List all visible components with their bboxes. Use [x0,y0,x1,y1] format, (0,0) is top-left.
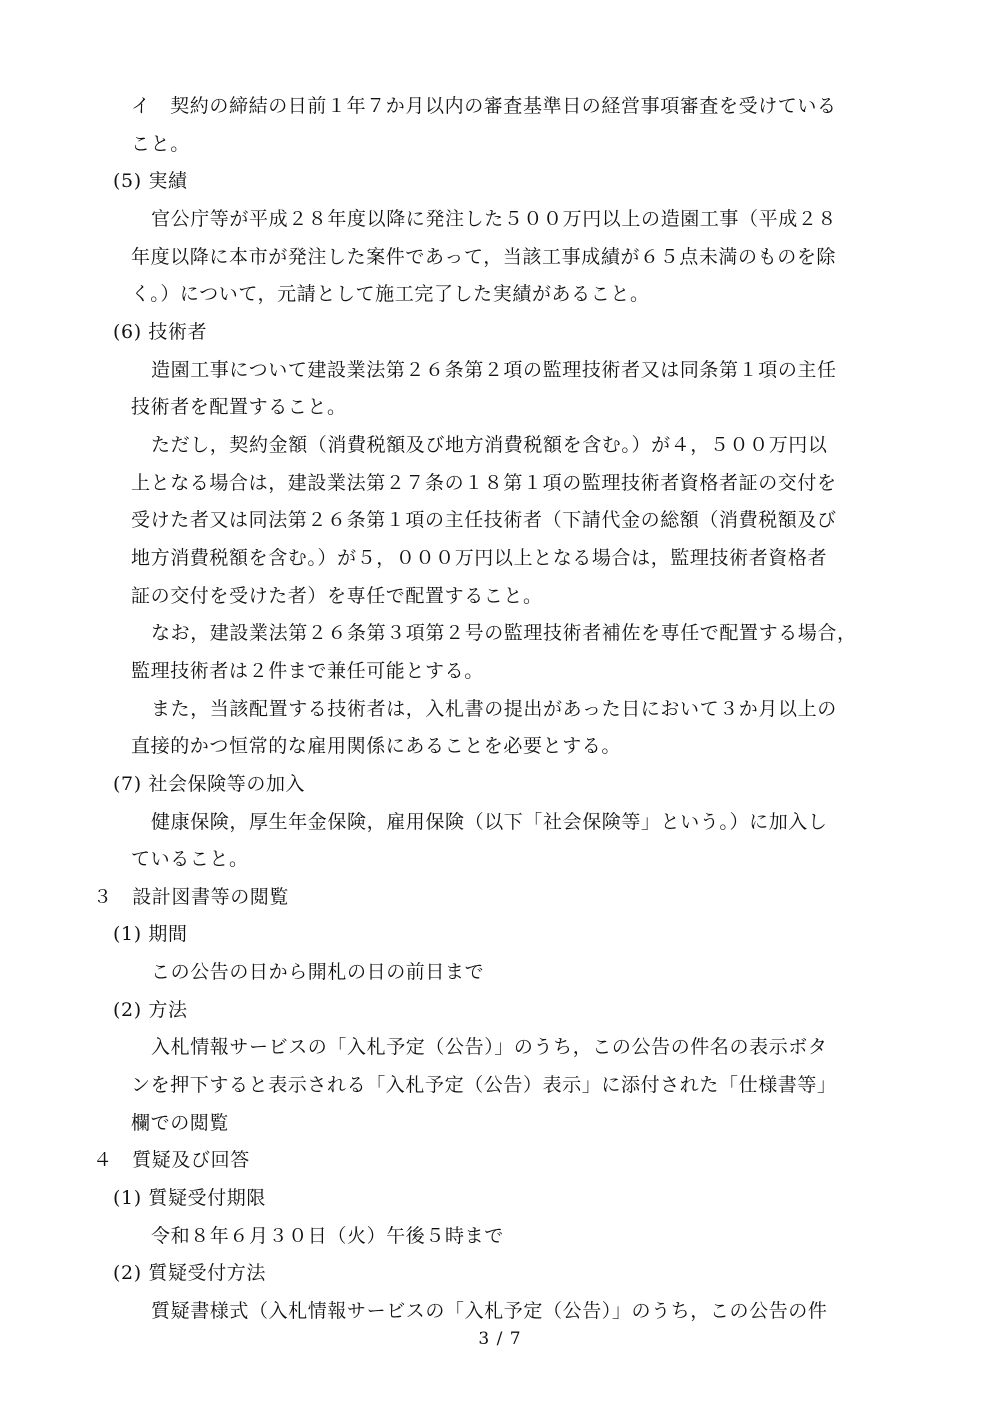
section-heading: (6) 技術者 [113,321,208,343]
section-heading: (1) 質疑受付期限 [113,1187,266,1209]
section-heading: (2) 方法 [113,999,188,1021]
chapter-heading: ３ 設計図書等の閲覧 [93,886,290,908]
text-line: イ 契約の締結の日前１年７か月以内の審査基準日の経営事項審査を受けている [131,95,837,117]
text-line: 地方消費税額を含む。）が５，０００万円以上となる場合は，監理技術者資格者 [131,547,828,569]
text-line: 健康保険，厚生年金保険，雇用保険（以下「社会保険等」という。）に加入し [151,811,828,833]
text-line: 直接的かつ恒常的な雇用関係にあることを必要とする。 [131,735,622,757]
text-line: 入札情報サービスの「入札予定（公告）」のうち，この公告の件名の表示ボタ [151,1036,828,1058]
text-line: こと。 [131,133,190,155]
text-line: 上となる場合は，建設業法第２７条の１８第１項の監理技術者資格者証の交付を [131,472,837,494]
text-line: 年度以降に本市が発注した案件であって，当該工事成績が６５点未満のものを除 [131,246,837,268]
text-line: 質疑書様式（入札情報サービスの「入札予定（公告）」のうち，この公告の件 [151,1300,828,1322]
text-line: 証の交付を受けた者）を専任で配置すること。 [131,585,543,607]
text-line: 令和８年６月３０日（火）午後５時まで [151,1225,504,1247]
text-line: ンを押下すると表示される「入札予定（公告）表示」に添付された「仕様書等」 [131,1074,837,1096]
chapter-heading: ４ 質疑及び回答 [93,1149,250,1171]
text-line: この公告の日から開札の日の前日まで [151,961,485,983]
section-heading: (2) 質疑受付方法 [113,1262,266,1284]
section-heading: (1) 期間 [113,923,188,945]
text-line: ていること。 [131,848,249,870]
text-line: 官公庁等が平成２８年度以降に発注した５００万円以上の造園工事（平成２８ [151,208,838,230]
section-heading: (5) 実績 [113,170,188,192]
section-heading: (7) 社会保険等の加入 [113,773,306,795]
text-line: ただし，契約金額（消費税額及び地方消費税額を含む。）が４，５００万円以 [151,434,828,456]
text-line: 造園工事について建設業法第２６条第２項の監理技術者又は同条第１項の主任 [151,359,837,381]
text-line: なお，建設業法第２６条第３項第２号の監理技術者補佐を専任で配置する場合， [151,622,857,644]
page-number: 3 / 7 [478,1329,522,1349]
text-line: 監理技術者は２件まで兼任可能とする。 [131,660,484,682]
text-line: 欄での閲覧 [131,1112,230,1134]
text-line: また，当該配置する技術者は，入札書の提出があった日において３か月以上の [151,698,837,720]
text-line: 受けた者又は同法第２６条第１項の主任技術者（下請代金の総額（消費税額及び [131,509,837,531]
text-line: 技術者を配置すること。 [131,396,347,418]
text-line: く。）について，元請として施工完了した実績があること。 [131,283,650,305]
